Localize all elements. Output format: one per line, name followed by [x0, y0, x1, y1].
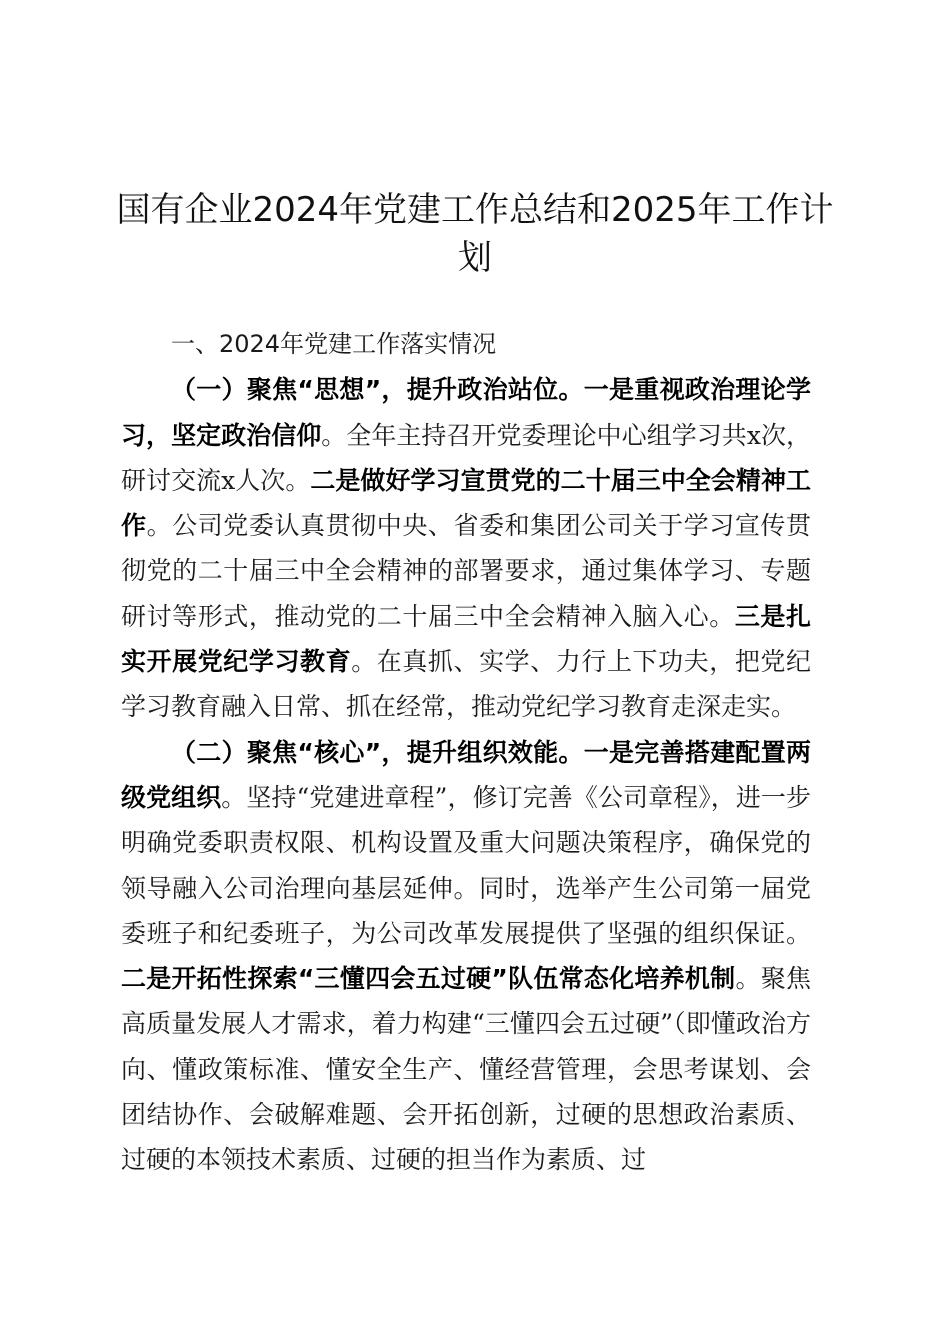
paragraph-1-text-3: 。在真抓、实学、力行上下功夫，把党纪学习教育融入日常、抓在经常，推动党纪学习教育走深走实。 [121, 647, 811, 722]
paragraph-1-text-1: 。全年主持召开党委理论中心组学习共x次，研讨交流x人次。 [121, 420, 811, 495]
paragraph-2-bold-2: 二是开拓性探索“三懂四会五过硬”队伍常态化培养机制 [121, 964, 736, 994]
paragraph-1-bold-lead: （一）聚焦“思想”，提升政治站位。一是重视政治理论学习，坚定政治信仰 [121, 375, 811, 450]
paragraph-section-1 [121, 367, 811, 729]
paragraph-1-bold-2: 二是做好学习宣贯党的二十届三中全会精神工作 [121, 465, 811, 541]
paragraph-section-2 [121, 730, 811, 1183]
paragraph-2-bold-lead: （二）聚焦“核心”，提升组织效能。一是完善搭建配置两级党组织 [121, 737, 811, 812]
paragraph-1-bold-3: 三是扎实开展党纪学习教育 [121, 601, 811, 677]
paragraph-1-text-2: 。公司党委认真贯彻中央、省委和集团公司关于学习宣传贯彻党的二十届三中全会精神的部署要求，通过集体学习、专题研讨等形式，推动党的二十届三中全会精神入脑入心。 [121, 511, 811, 631]
section-heading-1: 一、2024年党建工作落实情况 [171, 330, 497, 358]
document-body [121, 322, 811, 1183]
paragraph-2-text-2: 。聚焦高质量发展人才需求，着力构建“三懂四会五过硬”（即懂政治方向、懂政策标准、懂安全生产、懂经营管理，会思考谋划、会团结协作、会破解难题、会开拓创新，过硬的思想政治素质、过硬的本领技术素质、过硬的担当作为素质、过 [121, 964, 811, 1175]
document-title: 国有企业2024年党建工作总结和2025年工作计划 [116, 190, 834, 278]
paragraph-2-text-1: 。坚持“党建进章程”，修订完善《公司章程》，进一步明确党委职责权限、机构设置及重大问题决策程序，确保党的领导融入公司治理向基层延伸。同时，选举产生公司第一届党委班子和纪委班子，为公司改革发展提供了坚强的组织保证。 [121, 782, 811, 948]
